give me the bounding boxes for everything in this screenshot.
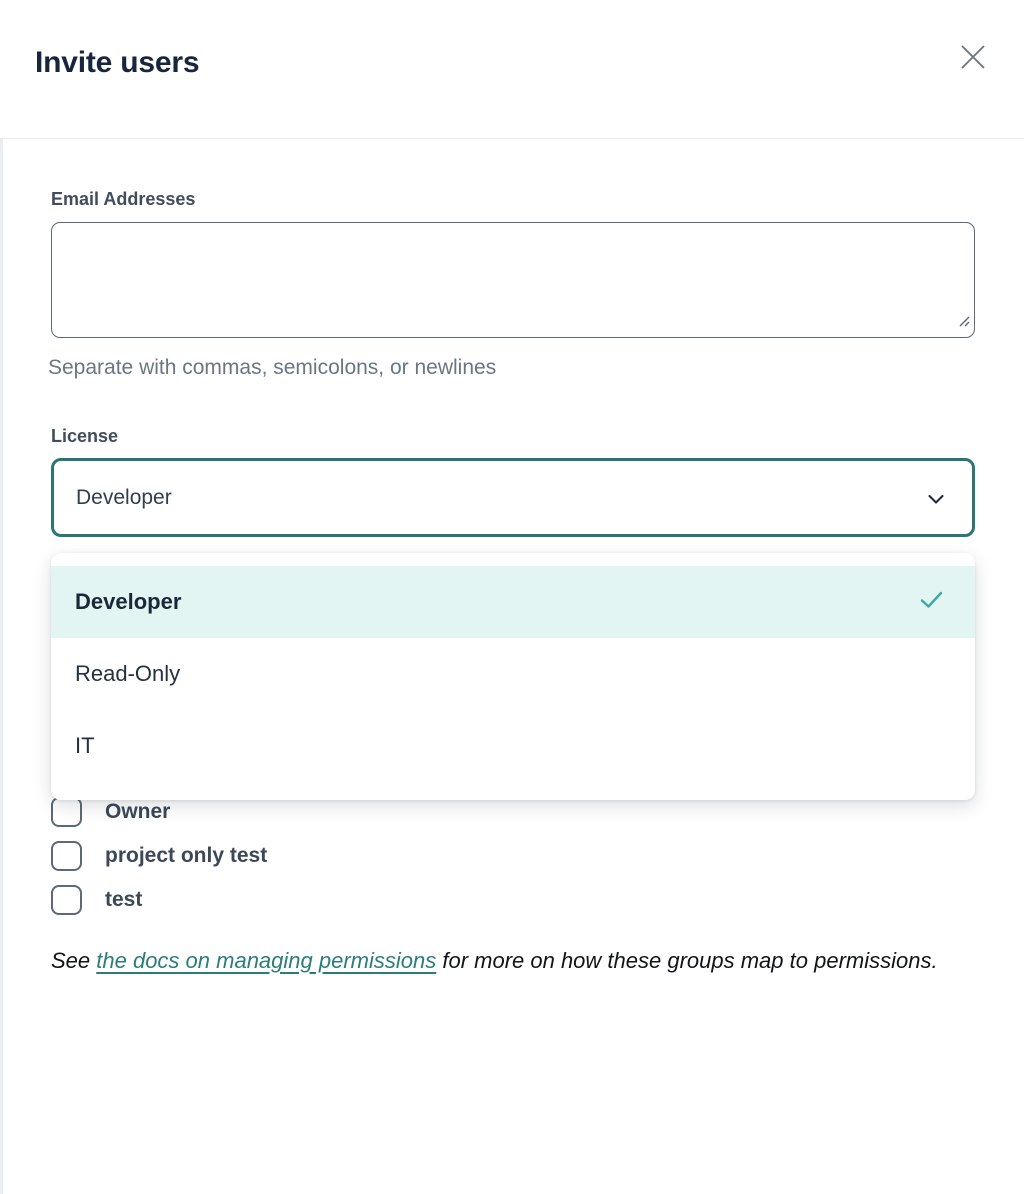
checkmark-icon: [920, 589, 943, 615]
group-row-test: [51, 885, 975, 915]
owner-checkbox[interactable]: [51, 797, 82, 827]
email-textarea-wrap: [51, 222, 975, 338]
permissions-footnote: [51, 941, 951, 981]
group-row-project-only-test: [51, 841, 975, 871]
group-checkbox-list: [51, 797, 975, 915]
license-selected-value: Developer: [76, 485, 172, 509]
close-button[interactable]: [958, 43, 988, 73]
modal-header: [0, 0, 1024, 139]
group-row-owner: [51, 797, 975, 827]
email-helper-text: Separate with commas, semicolons, or newlines: [48, 356, 497, 379]
license-option-label: Developer: [75, 589, 182, 614]
footnote-suffix: for more on how these groups map to permissions.: [436, 948, 938, 973]
license-select-wrap: [51, 458, 975, 758]
license-label: License: [51, 426, 119, 446]
test-checkbox-label[interactable]: test: [105, 888, 143, 911]
email-addresses-label: Email Addresses: [51, 189, 196, 209]
license-option-it[interactable]: [51, 710, 975, 782]
license-option-label: Read-Only: [75, 661, 181, 686]
email-addresses-input[interactable]: [51, 222, 975, 338]
license-option-read-only[interactable]: [51, 638, 975, 710]
modal-left-edge: [0, 0, 3, 1194]
project-only-test-checkbox-label[interactable]: project only test: [105, 844, 268, 867]
modal-title: Invite users: [35, 46, 200, 79]
modal-body: [0, 139, 1024, 981]
project-only-test-checkbox[interactable]: [51, 841, 82, 871]
license-option-label: IT: [75, 733, 95, 758]
license-option-developer[interactable]: [51, 566, 975, 638]
managing-permissions-docs-link[interactable]: the docs on managing permissions: [96, 948, 437, 973]
license-select[interactable]: [51, 458, 975, 537]
test-checkbox[interactable]: [51, 885, 82, 915]
chevron-down-icon: [928, 486, 944, 510]
owner-checkbox-label[interactable]: Owner: [105, 800, 171, 823]
close-icon: [959, 43, 987, 74]
license-dropdown-menu: [51, 553, 975, 800]
footnote-prefix: See: [51, 948, 97, 973]
